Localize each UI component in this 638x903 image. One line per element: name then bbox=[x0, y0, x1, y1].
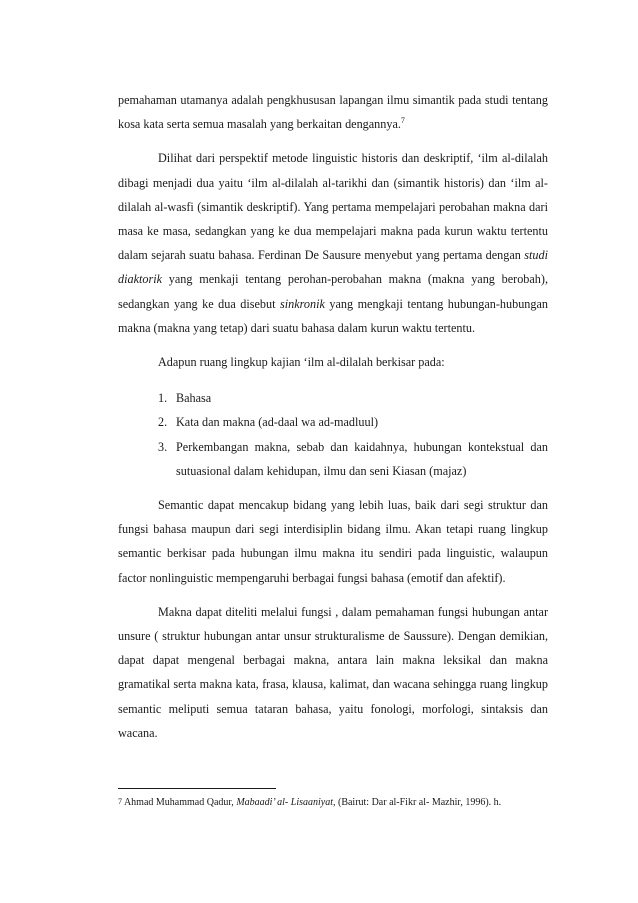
footnote-text bbox=[124, 797, 501, 808]
footnote-mark: 7 bbox=[118, 797, 122, 806]
paragraph-5 bbox=[118, 600, 548, 745]
list-item bbox=[118, 386, 548, 410]
list-item-number: 2. bbox=[158, 415, 168, 430]
text-run: pemahaman utamanya adalah pengkhususan lapangan ilmu simantik pada studi tentang kosa kata serta semua masalah yang berkaitan dengannya. bbox=[118, 93, 548, 132]
footnote-ref: 7 bbox=[400, 116, 405, 126]
text-run: Ahmad Muhammad Qadur, bbox=[123, 797, 237, 808]
text-run: Dilihat dari perspektif metode linguistic historis dan deskriptif, ‘ilm al-dilalah dibagi menjadi dua yaitu ‘ilm al-dilalah al-tarikhi dan (simantik historis) dan ‘ilm al-dilalah al-wasfi (simantik deskriptif). Yang pertama mempelajari perobahan makna dari masa ke masa, sedangkan yang ke dua mempelajari makna pada kurun waktu tertentu dalam sejarah suatu bahasa. Ferdinan De Sausure menyebut yang pertama dengan bbox=[118, 151, 548, 263]
footnote bbox=[118, 796, 548, 810]
list-item-text: Perkembangan makna, sebab dan kaidahnya, hubungan kontekstual dan sutuasional dalam kehidupan, ilmu dan seni Kiasan (majaz) bbox=[176, 439, 548, 478]
paragraph-4 bbox=[118, 493, 548, 590]
text-run: (Bairut: Dar al-Fikr al- Mazhir, 1996). h. bbox=[335, 797, 502, 808]
text-run: Adapun ruang lingkup kajian ‘ilm al-dilalah berkisar pada: bbox=[158, 355, 445, 370]
body-text bbox=[118, 88, 548, 745]
italic-term: sinkronik bbox=[279, 296, 325, 311]
text-run: Makna dapat diteliti melalui fungsi , dalam pemahaman fungsi hubungan antar unsure ( struktur hubungan antar unsur strukturalisme de Saussure). Dengan demikian, dapat dapat mengenal berbagai makna, antara lain makna leksikal dan makna gramatikal serta makna kata, frasa, klausa, kalimat, dan wacana sehingga ruang lingkup semantic meliputi semua tataran bahasa, yaitu fonologi, morfologi, sintaksis dan wacana. bbox=[118, 604, 548, 740]
footnote-divider bbox=[118, 788, 276, 789]
text-run: yang mengkaji tentang hubungan-hubungan makna (makna yang tetap) dari suatu bahasa dalam kurun waktu tertentu. bbox=[118, 296, 549, 335]
text-run: yang menkaji tentang perohan-perobahan makna (makna yang berobah), sedangkan yang ke dua disebut bbox=[118, 272, 548, 311]
list-item-number: 1. bbox=[158, 391, 168, 406]
text-run: Semantic dapat mencakup bidang yang lebih luas, baik dari segi struktur dan fungsi bahasa maupun dari segi interdisiplin bidang ilmu. Akan tetapi ruang lingkup semantic berkisar pada hubungan ilmu makna itu sendiri pada linguistic, walaupun factor nonlinguistic mempengaruhi berbagai fungsi bahasa (emotif dan afektif). bbox=[118, 498, 548, 585]
scope-list bbox=[118, 386, 548, 483]
list-item-text: Bahasa bbox=[176, 391, 212, 406]
list-item-text: Kata dan makna (ad-daal wa ad-madluul) bbox=[176, 415, 379, 430]
list-item-number: 3. bbox=[158, 439, 168, 454]
italic-term: studi diaktorik bbox=[118, 248, 548, 287]
paragraph-1 bbox=[118, 88, 548, 136]
list-item bbox=[118, 435, 548, 483]
paragraph-3 bbox=[118, 350, 548, 374]
italic-term: Mabaadi’ al- Lisaaniyat, bbox=[236, 797, 336, 808]
list-item bbox=[118, 410, 548, 434]
paragraph-2 bbox=[118, 146, 548, 340]
